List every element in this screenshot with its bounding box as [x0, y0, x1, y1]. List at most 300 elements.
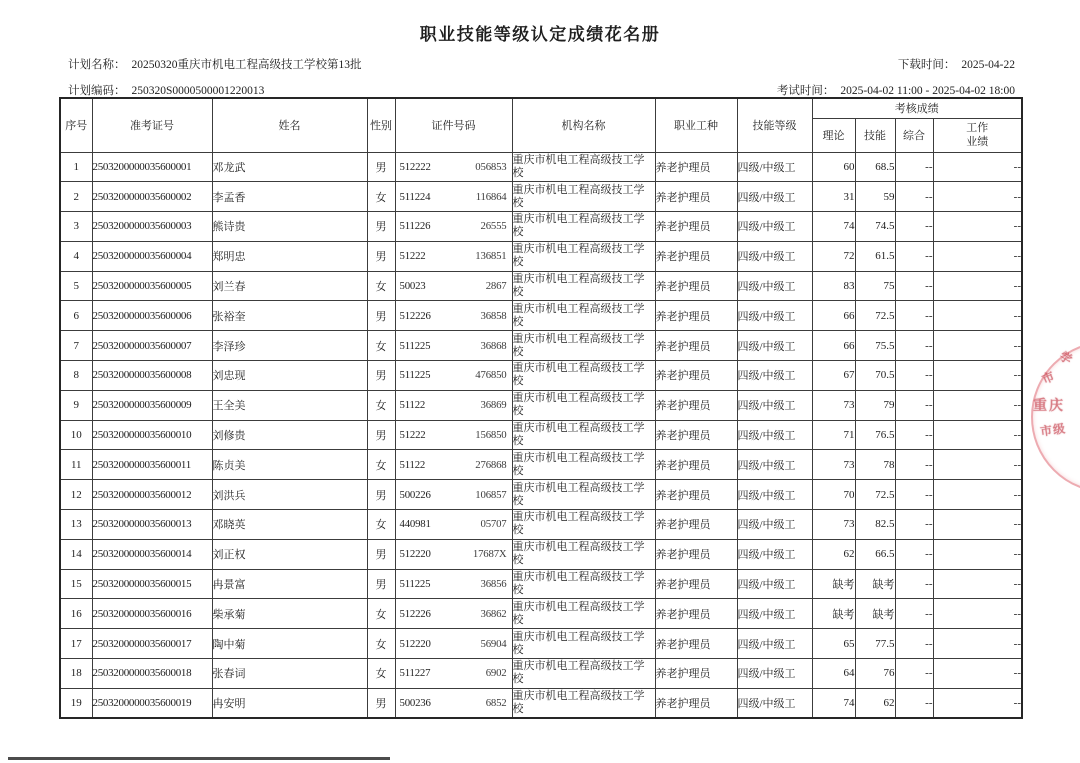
cell-gender: 女 — [367, 629, 395, 659]
cell-name: 冉安明 — [212, 688, 367, 718]
page-title: 职业技能等级认定成绩花名册 — [419, 25, 661, 44]
cell-gender: 男 — [367, 152, 395, 182]
cell-skill-score: 61.5 — [855, 241, 895, 271]
cell-skill-level: 四级/中级工 — [737, 182, 812, 212]
cell-work-score: -- — [933, 450, 1022, 480]
cell-skill-level: 四级/中级工 — [737, 361, 812, 391]
cell-id-number — [395, 480, 512, 510]
id-number-suffix: 36856 — [480, 578, 507, 591]
cell-gender: 男 — [367, 688, 395, 718]
cell-comprehensive-score: -- — [895, 212, 933, 242]
table-row — [60, 629, 1022, 659]
id-number-prefix: 512226 — [399, 607, 431, 620]
cell-ticket-number: 2503200000035600008 — [92, 361, 212, 391]
cell-theory-score: 缺考 — [812, 569, 855, 599]
table-row — [60, 659, 1022, 689]
cell-work-score: -- — [933, 688, 1022, 718]
cell-skill-score: 77.5 — [855, 629, 895, 659]
cell-ticket-number: 2503200000035600005 — [92, 271, 212, 301]
table-row — [60, 390, 1022, 420]
cell-ticket-number: 2503200000035600007 — [92, 331, 212, 361]
col-header-level: 技能等级 — [737, 98, 812, 152]
cell-theory-score: 74 — [812, 688, 855, 718]
cell-ticket-number: 2503200000035600010 — [92, 420, 212, 450]
cell-name: 郑明忠 — [212, 241, 367, 271]
cell-work-score: -- — [933, 510, 1022, 540]
cell-id-number — [395, 539, 512, 569]
id-number-prefix: 511227 — [399, 667, 431, 680]
cell-occupation: 养老护理员 — [655, 212, 737, 242]
cell-gender: 男 — [367, 361, 395, 391]
cell-skill-level: 四级/中级工 — [737, 212, 812, 242]
cell-comprehensive-score: -- — [895, 361, 933, 391]
cell-ticket-number: 2503200000035600014 — [92, 539, 212, 569]
download-time-line — [898, 56, 1015, 72]
cell-organization: 重庆市机电工程高级技工学校 — [512, 301, 655, 331]
id-number-suffix: 36858 — [480, 309, 507, 322]
cell-skill-level: 四级/中级工 — [737, 301, 812, 331]
cell-id-number — [395, 688, 512, 718]
col-header-no: 序号 — [60, 98, 92, 152]
cell-occupation: 养老护理员 — [655, 420, 737, 450]
cell-gender: 男 — [367, 212, 395, 242]
cell-organization: 重庆市机电工程高级技工学校 — [512, 390, 655, 420]
col-header-theory: 理论 — [812, 118, 855, 152]
cell-organization: 重庆市机电工程高级技工学校 — [512, 420, 655, 450]
cell-serial-number: 2 — [60, 182, 92, 212]
cell-name: 邓晓英 — [212, 510, 367, 540]
cell-gender: 女 — [367, 182, 395, 212]
cell-gender: 男 — [367, 301, 395, 331]
col-header-work: 工作业绩 — [933, 118, 1022, 152]
cell-name: 冉景富 — [212, 569, 367, 599]
table-row — [60, 539, 1022, 569]
cell-serial-number: 3 — [60, 212, 92, 242]
cell-serial-number: 5 — [60, 271, 92, 301]
cell-skill-level: 四级/中级工 — [737, 539, 812, 569]
cell-skill-score: 76.5 — [855, 420, 895, 450]
plan-name-value: 20250320重庆市机电工程高级技工学校第13批 — [131, 59, 362, 71]
plan-code-value: 250320S0000500001220013 — [131, 85, 265, 97]
stamp-character: 学 — [1056, 348, 1075, 368]
table-row — [60, 331, 1022, 361]
cell-gender: 女 — [367, 450, 395, 480]
id-number-prefix: 50023 — [399, 280, 426, 293]
table-row — [60, 182, 1022, 212]
cell-ticket-number: 2503200000035600018 — [92, 659, 212, 689]
cell-theory-score: 67 — [812, 361, 855, 391]
cell-name: 陶中菊 — [212, 629, 367, 659]
id-number-prefix: 51122 — [399, 458, 426, 471]
cell-id-number — [395, 420, 512, 450]
cell-id-number — [395, 659, 512, 689]
cell-occupation: 养老护理员 — [655, 390, 737, 420]
cell-skill-score: 74.5 — [855, 212, 895, 242]
cell-name: 刘修贵 — [212, 420, 367, 450]
cell-organization: 重庆市机电工程高级技工学校 — [512, 331, 655, 361]
cell-name: 刘兰春 — [212, 271, 367, 301]
cell-comprehensive-score: -- — [895, 271, 933, 301]
cell-organization: 重庆市机电工程高级技工学校 — [512, 182, 655, 212]
col-header-id-number: 证件号码 — [395, 98, 512, 152]
cell-theory-score: 74 — [812, 212, 855, 242]
cell-occupation: 养老护理员 — [655, 271, 737, 301]
exam-time-line — [777, 82, 1015, 98]
cell-skill-level: 四级/中级工 — [737, 688, 812, 718]
cell-name: 刘洪兵 — [212, 480, 367, 510]
cell-comprehensive-score: -- — [895, 510, 933, 540]
id-number-prefix: 511225 — [399, 369, 431, 382]
table-row — [60, 510, 1022, 540]
cell-gender: 男 — [367, 241, 395, 271]
cell-comprehensive-score: -- — [895, 241, 933, 271]
cell-ticket-number: 2503200000035600017 — [92, 629, 212, 659]
id-number-suffix: 36869 — [480, 399, 507, 412]
stamp-character: 市 — [1039, 369, 1057, 387]
plan-name-line — [68, 56, 362, 72]
cell-occupation: 养老护理员 — [655, 569, 737, 599]
cell-skill-level: 四级/中级工 — [737, 420, 812, 450]
cell-theory-score: 60 — [812, 152, 855, 182]
cell-gender: 男 — [367, 569, 395, 599]
id-number-suffix: 36868 — [480, 339, 507, 352]
table-row — [60, 599, 1022, 629]
cell-theory-score: 66 — [812, 331, 855, 361]
cell-id-number — [395, 510, 512, 540]
cell-gender: 女 — [367, 510, 395, 540]
id-number-suffix: 6852 — [485, 696, 507, 709]
table-row — [60, 480, 1022, 510]
cell-skill-level: 四级/中级工 — [737, 331, 812, 361]
cell-comprehensive-score: -- — [895, 152, 933, 182]
cell-ticket-number: 2503200000035600015 — [92, 569, 212, 599]
cell-serial-number: 13 — [60, 510, 92, 540]
cell-skill-score: 66.5 — [855, 539, 895, 569]
cell-serial-number: 18 — [60, 659, 92, 689]
cell-serial-number: 16 — [60, 599, 92, 629]
cell-occupation: 养老护理员 — [655, 659, 737, 689]
cell-skill-score: 72.5 — [855, 480, 895, 510]
col-header-name: 姓名 — [212, 98, 367, 152]
cell-id-number — [395, 361, 512, 391]
download-time-value: 2025-04-22 — [961, 59, 1015, 71]
cell-organization: 重庆市机电工程高级技工学校 — [512, 599, 655, 629]
cell-skill-score: 78 — [855, 450, 895, 480]
cell-serial-number: 10 — [60, 420, 92, 450]
id-number-prefix: 51122 — [399, 399, 426, 412]
cell-comprehensive-score: -- — [895, 569, 933, 599]
id-number-suffix: 156850 — [475, 429, 507, 442]
id-number-suffix: 116864 — [475, 190, 507, 203]
col-header-score-group: 考核成绩 — [812, 98, 1022, 118]
cell-work-score: -- — [933, 420, 1022, 450]
cell-comprehensive-score: -- — [895, 390, 933, 420]
id-number-prefix: 511225 — [399, 339, 431, 352]
cell-organization: 重庆市机电工程高级技工学校 — [512, 569, 655, 599]
cell-skill-level: 四级/中级工 — [737, 599, 812, 629]
cell-organization: 重庆市机电工程高级技工学校 — [512, 480, 655, 510]
cell-name: 柴承菊 — [212, 599, 367, 629]
cell-ticket-number: 2503200000035600002 — [92, 182, 212, 212]
cell-organization: 重庆市机电工程高级技工学校 — [512, 271, 655, 301]
cell-comprehensive-score: -- — [895, 539, 933, 569]
cell-organization: 重庆市机电工程高级技工学校 — [512, 629, 655, 659]
cell-skill-level: 四级/中级工 — [737, 659, 812, 689]
cell-work-score: -- — [933, 599, 1022, 629]
cell-serial-number: 4 — [60, 241, 92, 271]
id-number-prefix: 512226 — [399, 309, 431, 322]
id-number-suffix: 17687X — [472, 548, 507, 561]
cell-organization: 重庆市机电工程高级技工学校 — [512, 510, 655, 540]
cell-work-score: -- — [933, 301, 1022, 331]
cell-gender: 男 — [367, 480, 395, 510]
cell-work-score: -- — [933, 569, 1022, 599]
cell-skill-level: 四级/中级工 — [737, 271, 812, 301]
id-number-prefix: 511224 — [399, 190, 431, 203]
cell-gender: 男 — [367, 539, 395, 569]
id-number-suffix: 6902 — [485, 667, 507, 680]
cell-work-score: -- — [933, 182, 1022, 212]
cell-serial-number: 6 — [60, 301, 92, 331]
cell-ticket-number: 2503200000035600013 — [92, 510, 212, 540]
cell-ticket-number: 2503200000035600009 — [92, 390, 212, 420]
cell-skill-score: 62 — [855, 688, 895, 718]
cell-theory-score: 73 — [812, 450, 855, 480]
cell-name: 陈贞美 — [212, 450, 367, 480]
cell-organization: 重庆市机电工程高级技工学校 — [512, 659, 655, 689]
cell-serial-number: 14 — [60, 539, 92, 569]
cell-theory-score: 73 — [812, 390, 855, 420]
official-red-stamp — [1031, 341, 1080, 493]
cell-work-score: -- — [933, 629, 1022, 659]
cell-skill-level: 四级/中级工 — [737, 390, 812, 420]
cell-serial-number: 7 — [60, 331, 92, 361]
cell-serial-number: 12 — [60, 480, 92, 510]
cell-comprehensive-score: -- — [895, 659, 933, 689]
cell-comprehensive-score: -- — [895, 629, 933, 659]
cell-theory-score: 83 — [812, 271, 855, 301]
cell-id-number — [395, 182, 512, 212]
cell-ticket-number: 2503200000035600003 — [92, 212, 212, 242]
cell-id-number — [395, 331, 512, 361]
cell-skill-level: 四级/中级工 — [737, 241, 812, 271]
stamp-character: 市级 — [1039, 421, 1067, 439]
cell-work-score: -- — [933, 480, 1022, 510]
id-number-prefix: 51222 — [399, 429, 426, 442]
cell-comprehensive-score: -- — [895, 182, 933, 212]
exam-time-label: 考试时间： — [776, 85, 835, 97]
cell-occupation: 养老护理员 — [655, 480, 737, 510]
cell-serial-number: 15 — [60, 569, 92, 599]
stamp-character: 重庆 — [1033, 399, 1065, 414]
table-row — [60, 420, 1022, 450]
cell-name: 王全美 — [212, 390, 367, 420]
cell-occupation: 养老护理员 — [655, 331, 737, 361]
table-row — [60, 450, 1022, 480]
table-row — [60, 271, 1022, 301]
id-number-prefix: 511225 — [399, 578, 431, 591]
id-number-suffix: 56904 — [480, 637, 507, 650]
cell-name: 熊诗贵 — [212, 212, 367, 242]
cell-organization: 重庆市机电工程高级技工学校 — [512, 450, 655, 480]
cell-work-score: -- — [933, 271, 1022, 301]
table-row — [60, 688, 1022, 718]
cell-skill-level: 四级/中级工 — [737, 569, 812, 599]
cell-comprehensive-score: -- — [895, 599, 933, 629]
cell-occupation: 养老护理员 — [655, 450, 737, 480]
cell-skill-score: 68.5 — [855, 152, 895, 182]
score-roster-table — [59, 97, 1023, 719]
cell-serial-number: 17 — [60, 629, 92, 659]
id-number-suffix: 276868 — [475, 458, 507, 471]
cell-theory-score: 71 — [812, 420, 855, 450]
cell-organization: 重庆市机电工程高级技工学校 — [512, 212, 655, 242]
plan-code-label: 计划编码： — [68, 85, 126, 97]
id-number-prefix: 440981 — [399, 518, 431, 531]
cell-name: 李泽珍 — [212, 331, 367, 361]
id-number-suffix: 476850 — [475, 369, 507, 382]
cell-ticket-number: 2503200000035600011 — [92, 450, 212, 480]
cell-organization: 重庆市机电工程高级技工学校 — [512, 152, 655, 182]
cell-skill-level: 四级/中级工 — [737, 629, 812, 659]
cell-occupation: 养老护理员 — [655, 301, 737, 331]
cell-ticket-number: 2503200000035600019 — [92, 688, 212, 718]
cell-skill-score: 缺考 — [855, 569, 895, 599]
cell-theory-score: 70 — [812, 480, 855, 510]
cell-gender: 女 — [367, 271, 395, 301]
id-number-prefix: 512222 — [399, 160, 431, 173]
table-row — [60, 241, 1022, 271]
download-time-label: 下载时间： — [897, 59, 956, 71]
cell-occupation: 养老护理员 — [655, 152, 737, 182]
cell-work-score: -- — [933, 241, 1022, 271]
cell-theory-score: 66 — [812, 301, 855, 331]
cell-comprehensive-score: -- — [895, 450, 933, 480]
cell-occupation: 养老护理员 — [655, 629, 737, 659]
cell-theory-score: 62 — [812, 539, 855, 569]
cell-serial-number: 11 — [60, 450, 92, 480]
id-number-suffix: 05707 — [480, 518, 507, 531]
cell-name: 张裕奎 — [212, 301, 367, 331]
id-number-suffix: 136851 — [475, 250, 507, 263]
id-number-prefix: 500226 — [399, 488, 431, 501]
cell-skill-level: 四级/中级工 — [737, 152, 812, 182]
cell-id-number — [395, 569, 512, 599]
cell-organization: 重庆市机电工程高级技工学校 — [512, 361, 655, 391]
id-number-suffix: 26555 — [480, 220, 507, 233]
cell-skill-score: 79 — [855, 390, 895, 420]
cell-skill-score: 缺考 — [855, 599, 895, 629]
id-number-suffix: 056853 — [475, 160, 507, 173]
cell-work-score: -- — [933, 390, 1022, 420]
cell-serial-number: 9 — [60, 390, 92, 420]
cell-serial-number: 19 — [60, 688, 92, 718]
cell-theory-score: 缺考 — [812, 599, 855, 629]
cell-occupation: 养老护理员 — [655, 241, 737, 271]
cell-organization: 重庆市机电工程高级技工学校 — [512, 539, 655, 569]
cell-skill-level: 四级/中级工 — [737, 450, 812, 480]
cell-id-number — [395, 241, 512, 271]
cell-id-number — [395, 271, 512, 301]
id-number-prefix: 511226 — [399, 220, 431, 233]
cell-name: 刘正权 — [212, 539, 367, 569]
cell-comprehensive-score: -- — [895, 480, 933, 510]
plan-code-line — [68, 82, 264, 98]
cell-ticket-number: 2503200000035600016 — [92, 599, 212, 629]
cell-occupation: 养老护理员 — [655, 539, 737, 569]
cell-serial-number: 8 — [60, 361, 92, 391]
id-number-prefix: 500236 — [399, 696, 431, 709]
cell-gender: 男 — [367, 420, 395, 450]
cell-theory-score: 64 — [812, 659, 855, 689]
table-row — [60, 361, 1022, 391]
cell-work-score: -- — [933, 539, 1022, 569]
id-number-prefix: 51222 — [399, 250, 426, 263]
cell-skill-score: 75.5 — [855, 331, 895, 361]
cell-skill-score: 72.5 — [855, 301, 895, 331]
cell-id-number — [395, 599, 512, 629]
cell-id-number — [395, 152, 512, 182]
cell-comprehensive-score: -- — [895, 331, 933, 361]
table-row — [60, 212, 1022, 242]
id-number-suffix: 36862 — [480, 607, 507, 620]
cell-id-number — [395, 390, 512, 420]
col-header-skill: 技能 — [855, 118, 895, 152]
cell-skill-score: 70.5 — [855, 361, 895, 391]
cell-skill-score: 75 — [855, 271, 895, 301]
col-header-gender: 性别 — [367, 98, 395, 152]
cell-id-number — [395, 212, 512, 242]
cell-theory-score: 65 — [812, 629, 855, 659]
cell-occupation: 养老护理员 — [655, 510, 737, 540]
cell-ticket-number: 2503200000035600012 — [92, 480, 212, 510]
cell-gender: 女 — [367, 390, 395, 420]
table-row — [60, 301, 1022, 331]
cell-occupation: 养老护理员 — [655, 361, 737, 391]
cell-name: 张春词 — [212, 659, 367, 689]
cell-comprehensive-score: -- — [895, 688, 933, 718]
id-number-suffix: 2867 — [485, 280, 507, 293]
cell-name: 李孟香 — [212, 182, 367, 212]
table-row — [60, 152, 1022, 182]
scan-artifact-line — [8, 757, 390, 760]
cell-id-number — [395, 450, 512, 480]
cell-theory-score: 72 — [812, 241, 855, 271]
cell-organization: 重庆市机电工程高级技工学校 — [512, 241, 655, 271]
cell-comprehensive-score: -- — [895, 420, 933, 450]
cell-occupation: 养老护理员 — [655, 688, 737, 718]
cell-skill-score: 59 — [855, 182, 895, 212]
cell-work-score: -- — [933, 331, 1022, 361]
table-row — [60, 569, 1022, 599]
cell-skill-level: 四级/中级工 — [737, 480, 812, 510]
cell-id-number — [395, 629, 512, 659]
col-header-job: 职业工种 — [655, 98, 737, 152]
id-number-suffix: 106857 — [475, 488, 507, 501]
cell-work-score: -- — [933, 659, 1022, 689]
cell-theory-score: 73 — [812, 510, 855, 540]
cell-gender: 女 — [367, 331, 395, 361]
plan-name-label: 计划名称： — [68, 59, 126, 71]
cell-occupation: 养老护理员 — [655, 182, 737, 212]
cell-skill-score: 76 — [855, 659, 895, 689]
cell-serial-number: 1 — [60, 152, 92, 182]
cell-gender: 女 — [367, 599, 395, 629]
cell-comprehensive-score: -- — [895, 301, 933, 331]
cell-theory-score: 31 — [812, 182, 855, 212]
cell-ticket-number: 2503200000035600004 — [92, 241, 212, 271]
cell-id-number — [395, 301, 512, 331]
